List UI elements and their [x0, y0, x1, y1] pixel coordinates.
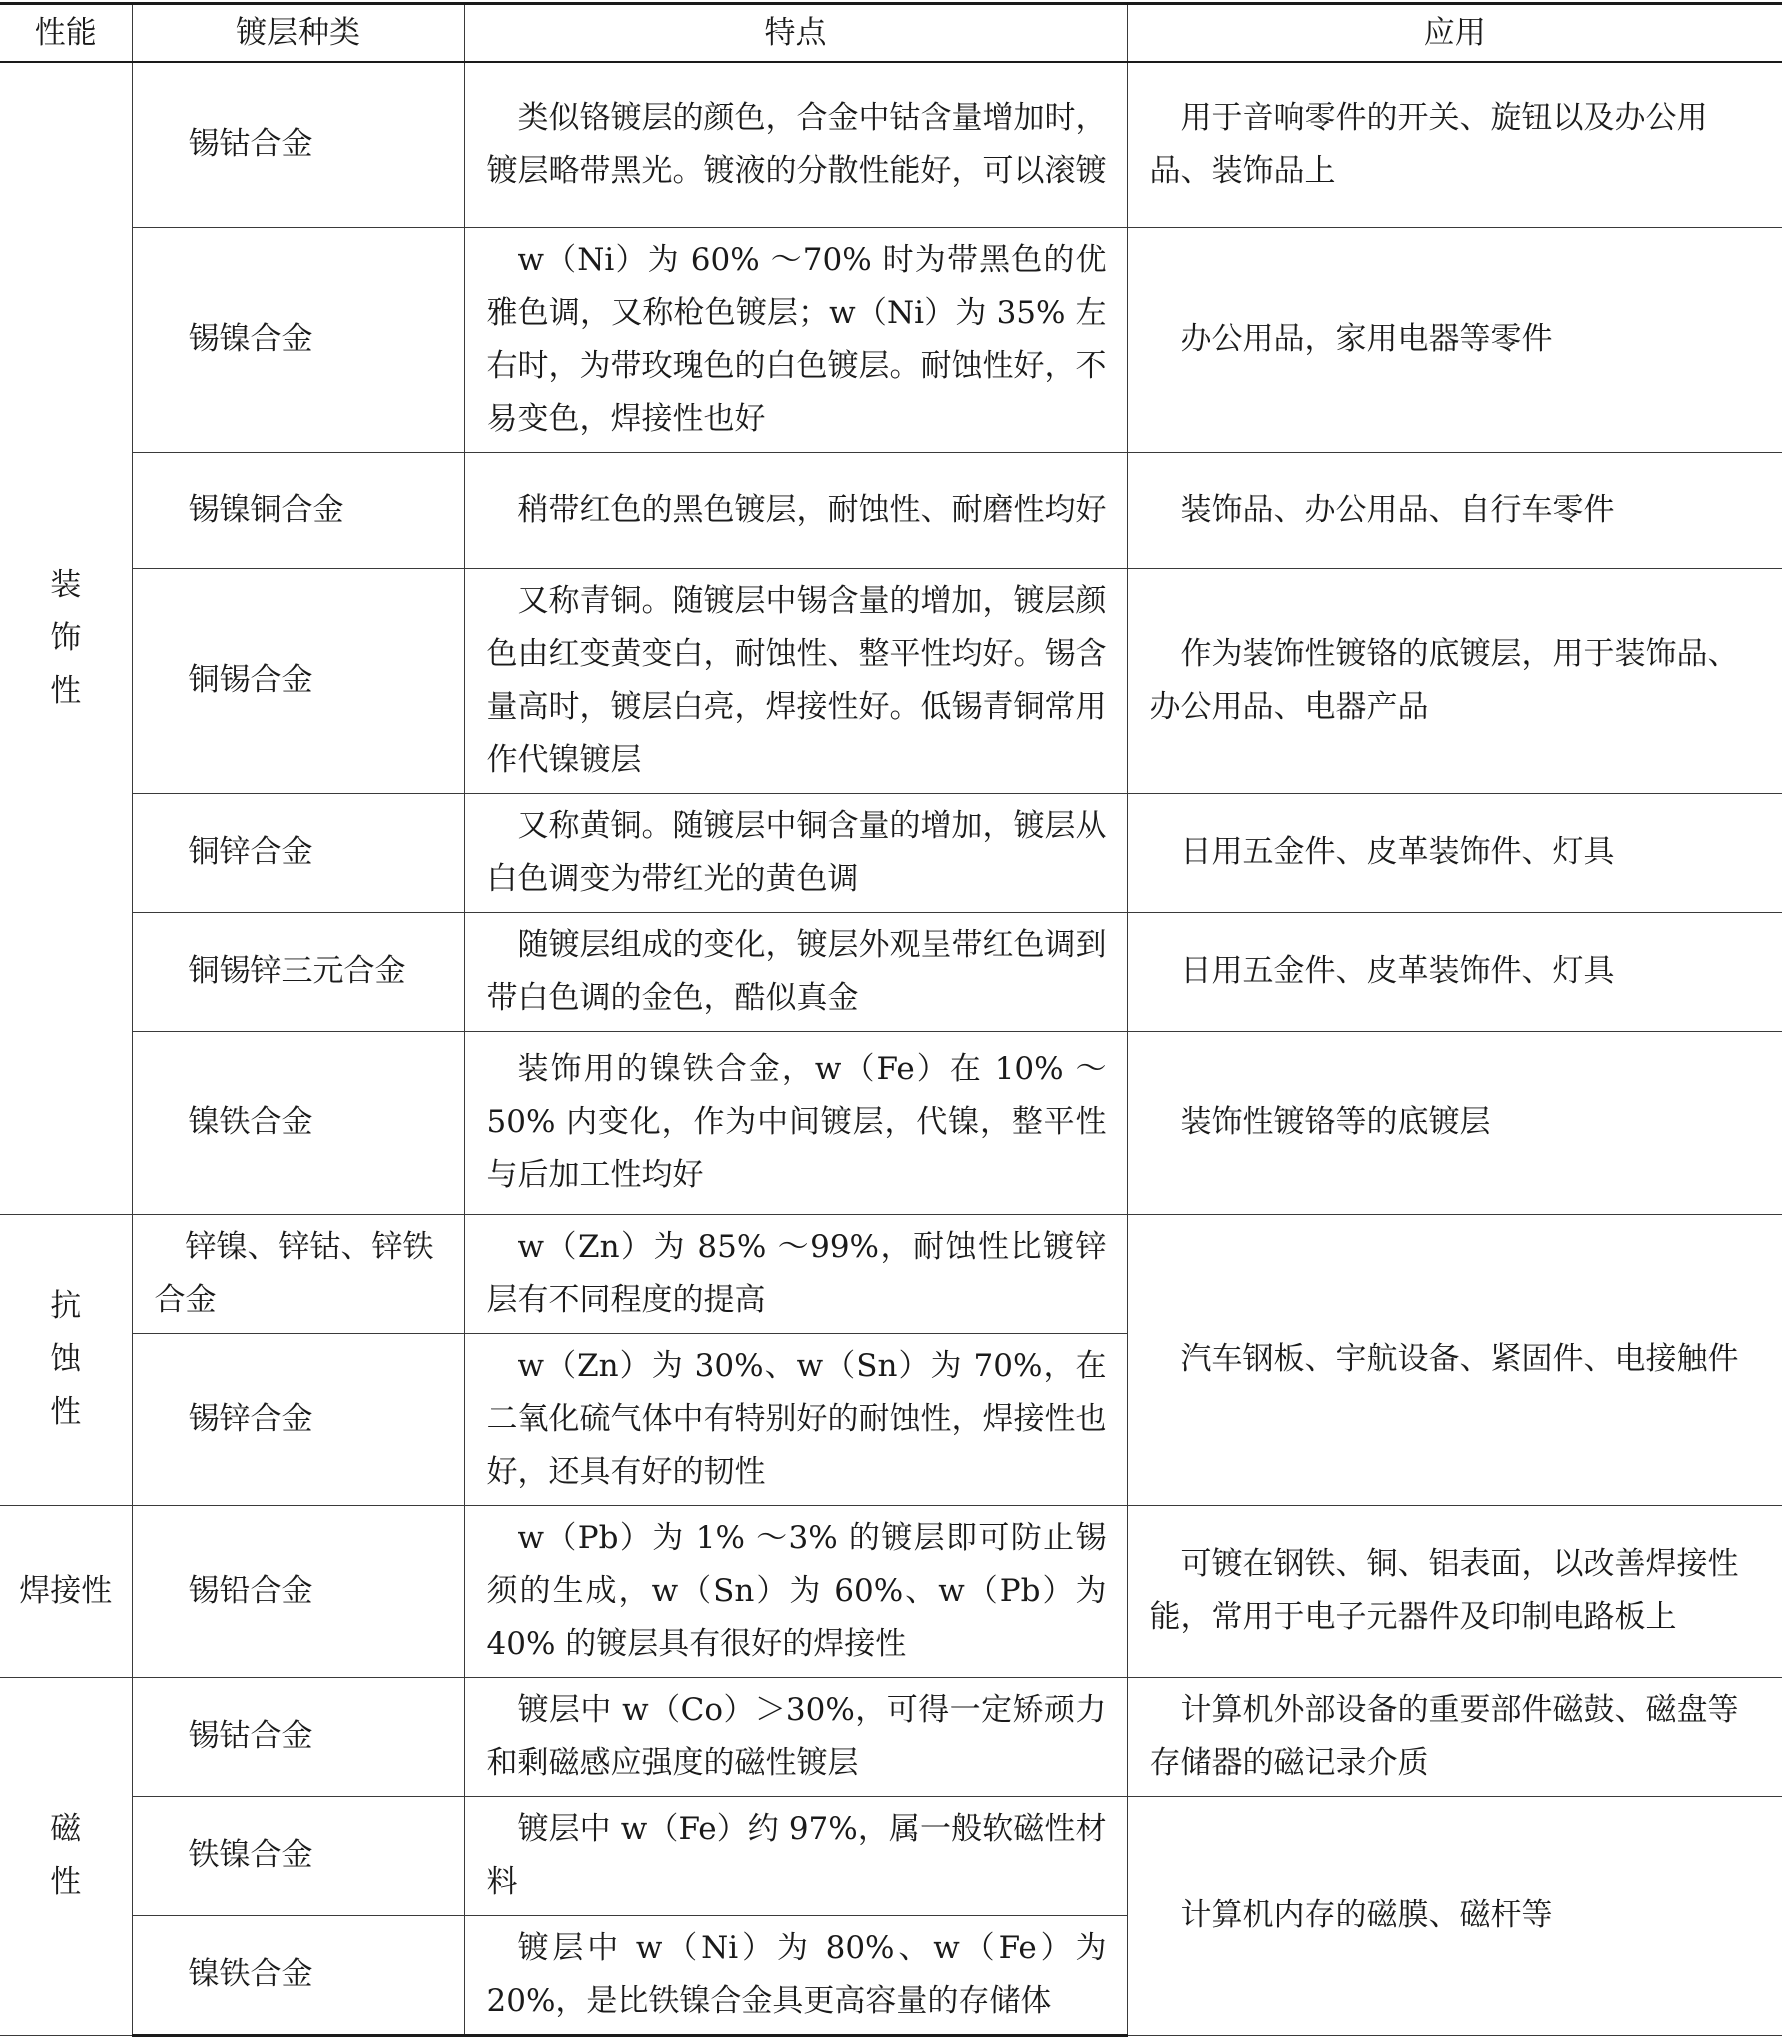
application-cell: 装饰性镀铬等的底镀层	[1127, 1031, 1782, 1214]
table-row	[0, 227, 1782, 452]
header-performance: 性能	[0, 4, 132, 63]
header-application: 应用	[1127, 4, 1782, 63]
table-row	[0, 62, 1782, 227]
coating-cell: 锌镍、锌钴、锌铁合金	[132, 1214, 464, 1333]
performance-label: 磁性	[50, 1811, 82, 1900]
table-container	[0, 2, 1782, 2037]
table-row	[0, 1031, 1782, 1214]
table-row	[0, 568, 1782, 793]
header-features: 特点	[464, 4, 1127, 63]
application-cell: 装饰品、办公用品、自行车零件	[1127, 452, 1782, 568]
application-cell: 作为装饰性镀铬的底镀层，用于装饰品、办公用品、电器产品	[1127, 568, 1782, 793]
features-cell: 随镀层组成的变化，镀层外观呈带红色调到带白色调的金色，酷似真金	[464, 912, 1127, 1031]
coating-cell: 锡镍合金	[132, 227, 464, 452]
table-row	[0, 1505, 1782, 1677]
application-cell: 可镀在钢铁、铜、铝表面，以改善焊接性能，常用于电子元器件及印制电路板上	[1127, 1505, 1782, 1677]
performance-label: 装饰性	[50, 566, 82, 709]
coating-cell: 铜锡锌三元合金	[132, 912, 464, 1031]
coating-cell: 锡铅合金	[132, 1505, 464, 1677]
coating-cell: 镍铁合金	[132, 1915, 464, 2035]
application-cell: 计算机外部设备的重要部件磁鼓、磁盘等存储器的磁记录介质	[1127, 1677, 1782, 1796]
application-cell: 汽车钢板、宇航设备、紧固件、电接触件	[1127, 1214, 1782, 1505]
features-cell: 镀层中 w（Co）＞30%，可得一定矫顽力和剩磁感应强度的磁性镀层	[464, 1677, 1127, 1796]
application-cell: 计算机内存的磁膜、磁杆等	[1127, 1796, 1782, 2035]
table-row	[0, 452, 1782, 568]
features-cell: 镀层中 w（Fe）约 97%，属一般软磁性材料	[464, 1796, 1127, 1915]
features-cell: w（Ni）为 60% ～70% 时为带黑色的优雅色调，又称枪色镀层；w（Ni）为 35% 左右时，为带玫瑰色的白色镀层。耐蚀性好，不易变色，焊接性也好	[464, 227, 1127, 452]
coating-cell: 锡钴合金	[132, 1677, 464, 1796]
table-row	[0, 1796, 1782, 1915]
performance-cell	[0, 1505, 132, 1677]
features-cell: w（Zn）为 30%、w（Sn）为 70%，在二氧化硫气体中有特别好的耐蚀性，焊接性也好，还具有好的韧性	[464, 1333, 1127, 1505]
performance-cell	[0, 1677, 132, 2035]
features-cell: 装饰用的镍铁合金，w（Fe）在 10% ～50% 内变化，作为中间镀层，代镍，整平性与后加工性均好	[464, 1031, 1127, 1214]
application-cell: 日用五金件、皮革装饰件、灯具	[1127, 793, 1782, 912]
application-cell: 用于音响零件的开关、旋钮以及办公用品、装饰品上	[1127, 62, 1782, 227]
table-row	[0, 793, 1782, 912]
features-cell: 类似铬镀层的颜色，合金中钴含量增加时，镀层略带黑光。镀液的分散性能好，可以滚镀	[464, 62, 1127, 227]
coating-cell: 镍铁合金	[132, 1031, 464, 1214]
application-cell: 办公用品，家用电器等零件	[1127, 227, 1782, 452]
alloy-coating-table	[0, 2, 1782, 2037]
table-row	[0, 1214, 1782, 1333]
features-cell: w（Pb）为 1% ～3% 的镀层即可防止锡须的生成，w（Sn）为 60%、w（Pb）为 40% 的镀层具有很好的焊接性	[464, 1505, 1127, 1677]
header-row	[0, 4, 1782, 63]
coating-cell: 铜锡合金	[132, 568, 464, 793]
header-coating-type: 镀层种类	[132, 4, 464, 63]
performance-cell	[0, 1214, 132, 1505]
coating-cell: 铁镍合金	[132, 1796, 464, 1915]
features-cell: w（Zn）为 85% ～99%，耐蚀性比镀锌层有不同程度的提高	[464, 1214, 1127, 1333]
performance-label: 焊接性	[19, 1572, 113, 1609]
coating-cell: 锡镍铜合金	[132, 452, 464, 568]
performance-label: 抗蚀性	[50, 1288, 82, 1430]
coating-cell: 锡钴合金	[132, 62, 464, 227]
features-cell: 又称青铜。随镀层中锡含量的增加，镀层颜色由红变黄变白，耐蚀性、整平性均好。锡含量高时，镀层白亮，焊接性好。低锡青铜常用作代镍镀层	[464, 568, 1127, 793]
features-cell: 镀层中 w（Ni）为 80%、w（Fe）为 20%，是比铁镍合金具更高容量的存储体	[464, 1915, 1127, 2035]
performance-cell	[0, 62, 132, 1214]
table-row	[0, 912, 1782, 1031]
features-cell: 又称黄铜。随镀层中铜含量的增加，镀层从白色调变为带红光的黄色调	[464, 793, 1127, 912]
coating-cell: 铜锌合金	[132, 793, 464, 912]
coating-cell: 锡锌合金	[132, 1333, 464, 1505]
features-cell: 稍带红色的黑色镀层，耐蚀性、耐磨性均好	[464, 452, 1127, 568]
application-cell: 日用五金件、皮革装饰件、灯具	[1127, 912, 1782, 1031]
table-row	[0, 1677, 1782, 1796]
